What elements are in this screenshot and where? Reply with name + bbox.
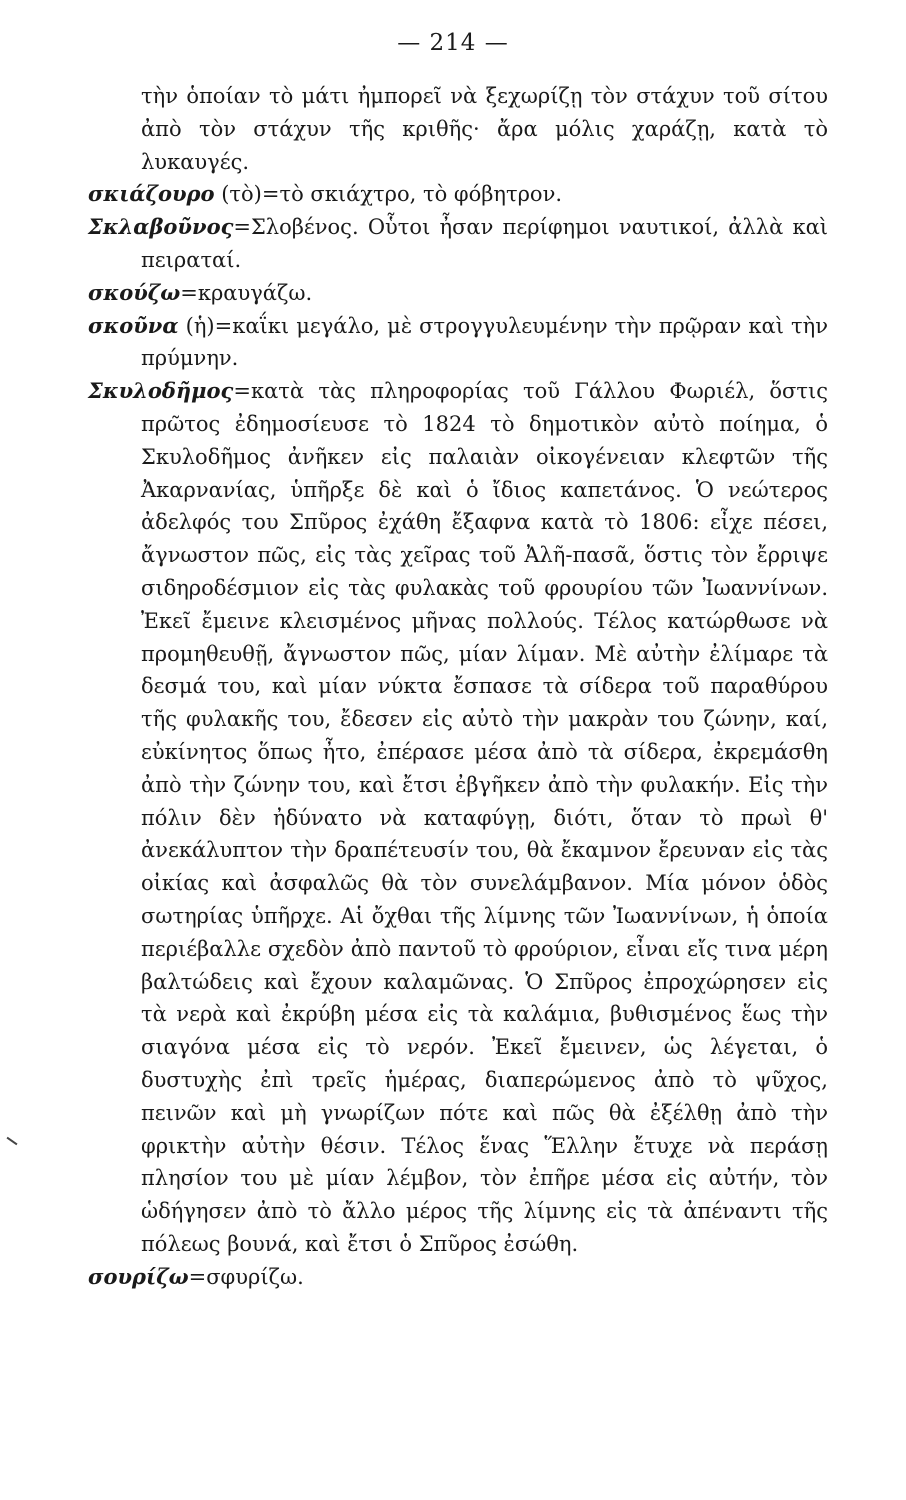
page-number: — 214 — xyxy=(397,30,509,56)
entry-lemma: Σκλαβοῦνος xyxy=(88,214,234,240)
glossary-entry xyxy=(88,178,828,211)
entry-definition: =κραυγάζω. xyxy=(180,280,313,305)
entry-definition: (ἡ)=καΐκι μεγάλο, μὲ στρογγυλευμένην τὴν πρῷραν καὶ τὴν πρύμνην. xyxy=(141,313,828,371)
entry-lemma: Σκυλοδῆμος xyxy=(88,378,234,404)
entry-lemma: σουρίζω xyxy=(88,1263,189,1289)
glossary-entry xyxy=(88,211,828,277)
glossary-text xyxy=(88,80,828,1293)
entry-definition: (τὸ)=τὸ σκιάχτρο, τὸ φόβητρον. xyxy=(214,182,563,207)
glossary-entry xyxy=(88,375,828,1261)
entry-definition: =Σλοβένος. Οὗτοι ἦσαν περίφημοι ναυτικοί, ἀλλὰ καὶ πειραταί. xyxy=(141,215,828,272)
margin-mark xyxy=(7,1137,18,1146)
glossary-entry xyxy=(88,277,828,310)
entry-lemma: σκούζω xyxy=(88,279,181,305)
glossary-entry xyxy=(88,310,828,376)
glossary-entry xyxy=(88,1261,828,1294)
entry-definition: =σφυρίζω. xyxy=(188,1264,304,1289)
entry-definition: =κατὰ τὰς πληροφορίας τοῦ Γάλλου Φωριέλ, ὅστις πρῶτος ἐδημοσίευσε τὸ 1824 τὸ δημοτικὸν αὐτὸ ποίημα, ὁ Σκυλοδῆμος ἀνῆκεν εἰς παλαιὰν οἰκογένειαν κλεφτῶν τῆς Ἀκαρνανίας, ὑπῆρξε δὲ καὶ ὁ ἴδιος καπετάνος. Ὁ νεώτερος ἀδελφός του Σπῦρος ἐχάθη ἔξαφνα κατὰ τὸ 1806: εἶχε πέσει, ἄγνωστον πῶς, εἰς τὰς χεῖρας τοῦ Ἀλῆ-πασᾶ, ὅστις τὸν ἔρριψε σιδηροδέσμιον εἰς τὰς φυλακὰς τοῦ φρουρίου τῶν Ἰωαννίνων. Ἐκεῖ ἔμεινε κλεισμένος μῆνας πολλούς. Τέλος κατώρθωσε νὰ προμηθευθῇ, ἄγνωστον πῶς, μίαν λίμαν. Μὲ αὐτὴν ἐλίμαρε τὰ δεσμά του, καὶ μίαν νύκτα ἔσπασε τὰ σίδερα τοῦ παραθύρου τῆς φυλακῆς του, ἔδεσεν εἰς αὐτὸ τὴν μακρὰν του ζώνην, καί, εὐκίνητος ὅπως ἦτο, ἐπέρασε μέσα ἀπὸ τὰ σίδερα, ἐκρεμάσθη ἀπὸ τὴν ζώνην του, καὶ ἔτσι ἐβγῆκεν ἀπὸ τὴν φυλακήν. Εἰς τὴν πόλιν δὲν ἠδύνατο νὰ καταφύγῃ, διότι, ὅταν τὸ πρωὶ θ' ἀνεκάλυπτον τὴν δραπέτευσίν του, θὰ ἔκαμνον ἔρευναν εἰς τὰς οἰκίας καὶ ἀσφαλῶς θὰ τὸν συνελάμβανον. Μία μόνον ὁδὸς σωτηρίας ὑπῆρχε. Αἱ ὄχθαι τῆς λίμνης τῶν Ἰωαννίνων, ἡ ὁποία περιέβαλλε σχεδὸν ἀπὸ παντοῦ τὸ φρούριον, εἶναι εἴς τινα μέρη βαλτώδεις καὶ ἔχουν καλαμῶνας. Ὁ Σπῦρος ἐπροχώρησεν εἰς τὰ νερὰ καὶ ἐκρύβη μέσα εἰς τὰ καλάμια, βυθισμένος ἕως τὴν σιαγόνα μέσα εἰς τὸ νερόν. Ἐκεῖ ἔμεινεν, ὡς λέγεται, ὁ δυστυχὴς ἐπὶ τρεῖς ἡμέρας, διαπερώμενος ἀπὸ τὸ ψῦχος, πεινῶν καὶ μὴ γνωρίζων πότε καὶ πῶς θὰ ἐξέλθῃ ἀπὸ τὴν φρικτὴν αὐτὴν θέσιν. Τέλος ἕνας Ἕλλην ἔτυχε νὰ περάσῃ πλησίον του μὲ μίαν λέμβον, τὸν ἐπῆρε μέσα εἰς αὐτήν, τὸν ὡδήγησεν ἀπὸ τὸ ἄλλο μέρος τῆς λίμνης εἰς τὰ ἀπέναντι τῆς πόλεως βουνά, καὶ ἔτσι ὁ Σπῦρος ἐσώθη. xyxy=(141,379,828,1256)
continuation-paragraph: τὴν ὁποίαν τὸ μάτι ἠμπορεῖ νὰ ξεχωρίζῃ τὸν στάχυν τοῦ σίτου ἀπὸ τὸν στάχυν τῆς κριθῆς· ἄρα μόλις χαράζῃ, κατὰ τὸ λυκαυγές. xyxy=(141,84,828,174)
entry-lemma: σκιάζουρο xyxy=(88,181,215,207)
entry-lemma: σκοῦνα xyxy=(88,312,179,338)
